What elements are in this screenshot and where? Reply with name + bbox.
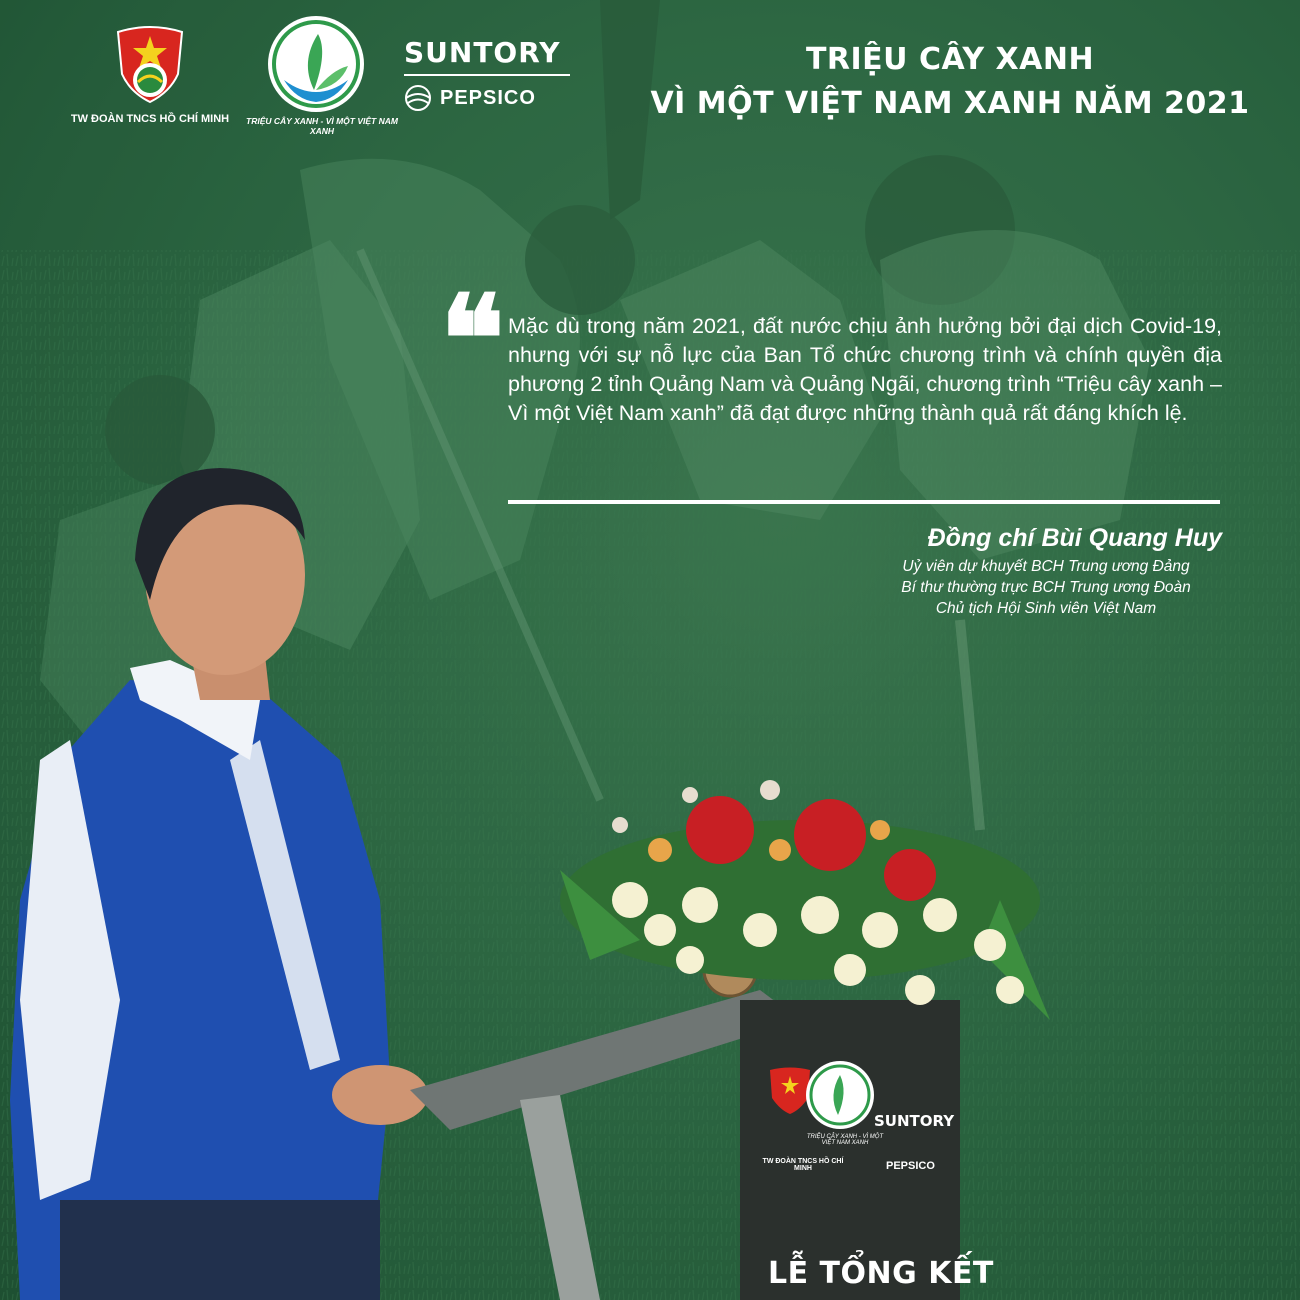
author-name: Đồng chí Bùi Quang Huy xyxy=(927,524,1222,552)
title-line-1: TRIỆU CÂY XANH xyxy=(805,42,1095,77)
podium-pepsico: PEPSICO xyxy=(886,1160,935,1172)
author-role-3: Chủ tịch Hội Sinh viên Việt Nam xyxy=(935,600,1157,617)
quote-text: Mặc dù trong năm 2021, đất nước chịu ảnh hưởng bởi đại dịch Covid-19, nhưng với sự nỗ lực của Ban Tổ chức chương trình và chính quyền địa phương 2 tỉnh Quảng Nam và Quảng Ngãi, chương trình “Triệu cây xanh – Vì một Việt Nam xanh” đã đạt được những thành quả rất đáng khích lệ. xyxy=(508,314,1222,425)
podium-doan-caption: TW ĐOÀN TNCS HỒ CHÍ MINH xyxy=(762,1158,844,1172)
podium-banner: LỄ TỔNG KẾT xyxy=(768,1256,994,1291)
podium-suntory: SUNTORY xyxy=(874,1112,955,1130)
doan-caption: TW ĐOÀN TNCS HỒ CHÍ MINH xyxy=(70,113,230,125)
title-line-2: VÌ MỘT VIỆT NAM XANH NĂM 2021 xyxy=(650,86,1250,121)
podium-campaign-ring: TRIỆU CÂY XANH - VÌ MỘT VIỆT NAM XANH xyxy=(806,1134,884,1146)
pepsico-wordmark: PEPSICO xyxy=(440,86,536,109)
author-role-2: Bí thư thường trực BCH Trung ương Đoàn xyxy=(901,579,1191,596)
campaign-ring-text: TRIỆU CÂY XANH - VÌ MỘT VIỆT NAM XANH xyxy=(246,116,398,136)
suntory-wordmark: SUNTORY xyxy=(404,36,561,69)
quote-mark-icon: ❝ xyxy=(440,269,505,410)
author-role-1: Uỷ viên dự khuyết BCH Trung ương Đảng xyxy=(902,558,1190,575)
